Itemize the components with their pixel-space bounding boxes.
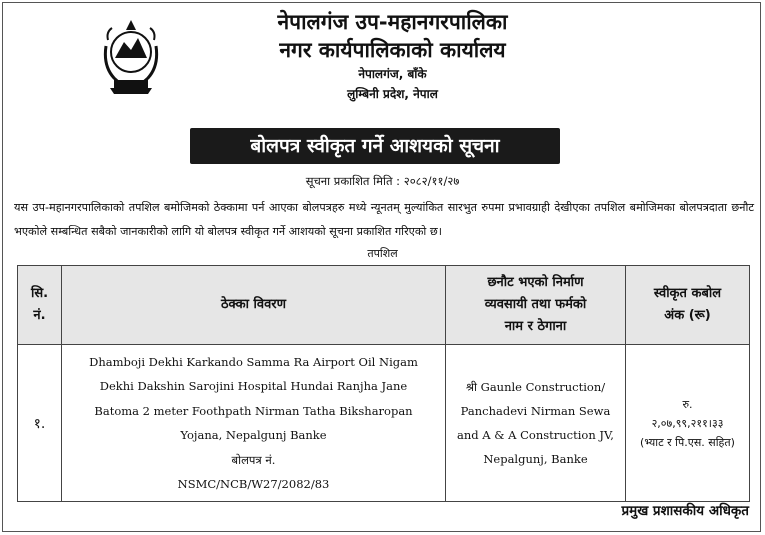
row-amount: रु. २,०७,९९,२११।३३ (भ्याट र पि.एस. सहित) (626, 345, 750, 502)
office-location: नेपालगंज, बाँके (358, 67, 427, 81)
row-contractor: श्री Gaunle Construction/ Panchadevi Nirman Sewa and A & A Construction JV, Nepalgunj, Banke (446, 345, 626, 502)
table-header-row (18, 266, 750, 345)
row-serial: १. (18, 345, 62, 502)
sn-header: सि. नं. (18, 266, 62, 345)
contractor-header: छनौट भएको निर्माण व्यवसायी तथा फर्मको नाम र ठेगाना (446, 266, 626, 345)
municipality-name: नेपालगंज उप-महानगरपालिका (277, 10, 508, 34)
schedule-label: तपशिल (367, 247, 398, 260)
notice-paragraph: यस उप-महानगरपालिकाको तपशिल बमोजिमको ठेक्कामा पर्न आएका बोलपत्रहरु मध्ये न्यूनतम् मुल्यांकित सारभुत रुपमा प्रभावग्राही देखीएका तपशिल बमोजिमका बोलपत्रदाता छनौट भएकोले सम्बन्धित सबैको जानकारीको लागि यो बोलपत्र स्वीकृत गर्ने आशयको सूचना प्रकाशित गरिएको छ। (14, 201, 755, 238)
description-header: ठेक्का विवरण (62, 266, 446, 345)
bid-number-label: बोलपत्र नं. (231, 452, 276, 467)
office-header (0, 8, 765, 104)
table-row (18, 345, 750, 502)
contract-table (17, 265, 750, 502)
amount-header: स्वीकृत कबोल अंक (रू) (626, 266, 750, 345)
signatory-title: प्रमुख प्रशासकीय अधिकृत (621, 503, 749, 519)
row-description: Dhamboji Dekhi Karkando Samma Ra Airport Oil Nigam Dekhi Dakshin Sarojini Hospital Hundai Ranjha Jane Batoma 2 meter Foothpath Nirman Tatha Biksharopan Yojana, Nepalgunj Banke बोलपत्र नं. NSMC/NCB/W27/2082/83 (62, 345, 446, 502)
publication-date: सूचना प्रकाशित मिति : २०८२/११/२७ (305, 174, 460, 188)
province-name: लुम्बिनी प्रदेश, नेपाल (347, 87, 438, 101)
bid-number: NSMC/NCB/W27/2082/83 (177, 477, 330, 491)
notice-title-banner: बोलपत्र स्वीकृत गर्ने आशयको सूचना (190, 128, 560, 164)
office-name: नगर कार्यपालिकाको कार्यालय (279, 38, 506, 62)
